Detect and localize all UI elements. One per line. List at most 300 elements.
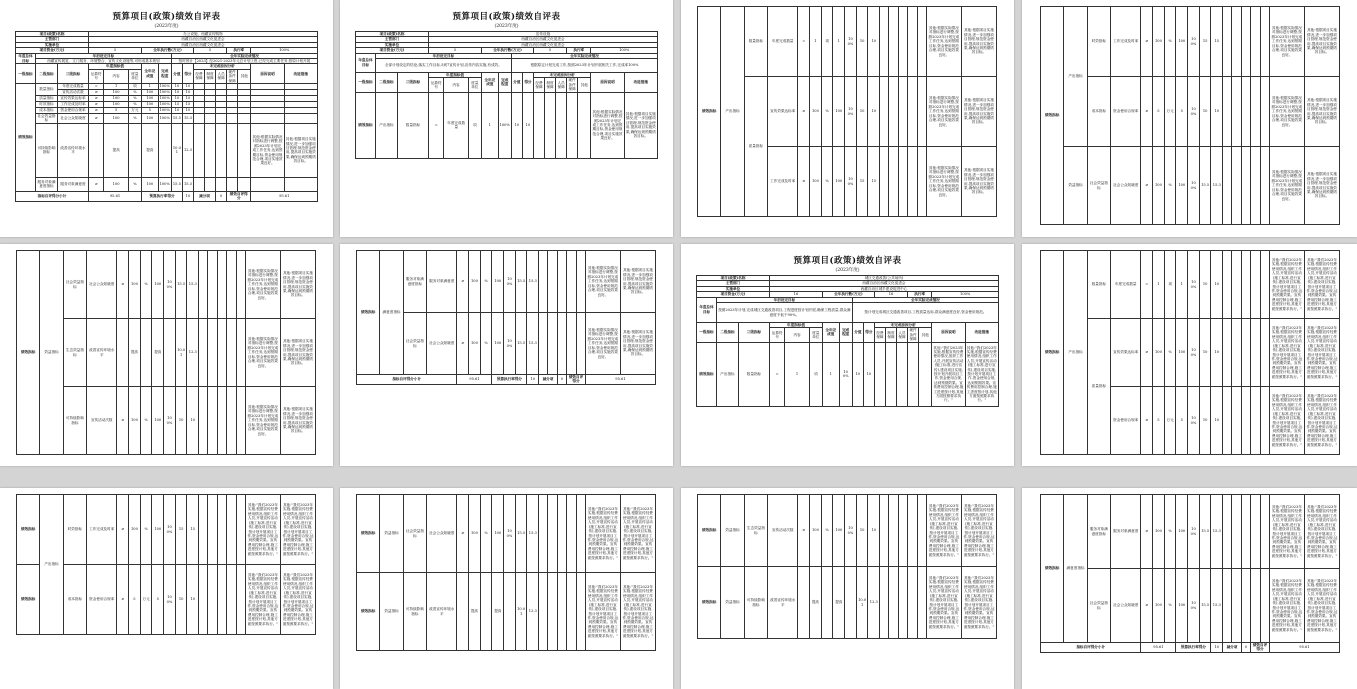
cell-sym: ≥ [1141, 387, 1153, 455]
cell-unit [480, 573, 492, 651]
cell-val: 1 [810, 7, 822, 77]
exec-rate: 100% [932, 292, 999, 297]
quality-label: 质量指标 [35, 96, 57, 102]
cell-s: 15.3 [527, 251, 539, 313]
cell-rate: 100% [845, 147, 857, 217]
cell-sym: ≥ [457, 313, 469, 375]
h-target: 年度指标值 [769, 323, 822, 328]
cell-sym: ≥ [117, 251, 129, 319]
cell-act: 100 [1176, 147, 1188, 225]
cell-act: 1 [482, 92, 499, 158]
improve-text: 其他:根据项目实施情况,进一步加强项目管理,规范资金使用,提高项目实施效果,确保达到预期绩效目标。 [280, 387, 315, 455]
cost-label: 成本指标 [63, 565, 86, 635]
evaluation-table [356, 494, 656, 651]
improve-text: 其他:"我们2023年实施,根据宣传经费使用情况,组织工作人员,开展宣传活动(施工标准,进行宣传),建设项目实施,按计划开展项目工作,资金使用合规,达到预期效果。宣传费用控制合理,施工进度按计划,其他方面按照要求执行。" [1304, 319, 1339, 387]
reason-text: 其他:"我们2023年实施,根据宣传经费使用情况,组织工作人员,开展宣传活动(施工标准,进行宣传),建设项目实施,按计划开展项目工作,资金使用合规,达到预期效果。宣传费用控制合理,施工进度按计划,其他方面按照要求执行。" [585, 495, 620, 573]
label-goal-set: 年初设定目标 [716, 297, 852, 302]
h-d5: 其他 [238, 69, 251, 83]
label-implementer: 实施单位 [356, 42, 429, 47]
page-1[interactable] [0, 0, 333, 237]
cell-act: 1 [833, 7, 845, 77]
h-level1: 一级指标 [697, 323, 717, 343]
annual: 5 [193, 48, 226, 53]
page-2[interactable] [340, 0, 673, 237]
reason-text: 其他:"我们2023年实施,根据宣传经费使用情况,组织工作人员,开展宣传活动(施工标准,进行宣传),建设项目实施,按计划开展项目工作,资金使用合规,达到预期效果。宣传费用控制合理,施工进度按计划,其他方面按照要求执行。" [926, 567, 961, 639]
h-d2: 制度保障 [545, 78, 556, 92]
cell-val: 100 [129, 495, 141, 565]
table-row-l3: 改善宣传环境水平 [427, 573, 457, 651]
perf-label-2: 绩效指标 [17, 565, 40, 635]
social-label: 社会效益指标 [1087, 147, 1110, 225]
label-implementer: 实施单位 [697, 286, 770, 291]
cell-w: 10 [175, 565, 187, 635]
cell-w: 15 [1199, 7, 1211, 77]
label-project: 项目(政策)名称 [356, 32, 429, 37]
label-funds: 项目资金(万元) [16, 48, 89, 53]
cell-act: 1 [142, 84, 159, 90]
cell-rate: 100% [159, 102, 170, 107]
page-4[interactable] [1022, 0, 1357, 237]
improve-text: 其他:"我们2023年实施,根据宣传经费使用情况,组织工作人员,开展宣传活动(施工标准,进行宣传),建设项目实施,按计划开展项目工作,资金使用合规,达到预期效果。宣传费用控制合理,施工进度按计划,其他方面按照要求执行。" [280, 495, 315, 565]
project-name: 办公设施、西藏宣传购物 [88, 32, 317, 37]
cell-act: 100 [1176, 319, 1188, 387]
satisfaction-label: 满意度指标 [1064, 495, 1087, 643]
improve-text: 其他:"我们2023年实施,根据宣传经费使用情况,组织工作人员,开展宣传活动(施工标准,进行宣传),建设项目实施,按计划开展项目工作,资金使用合规,达到预期效果。宣传费用控制合理,施工进度按计划,其他方面按照要求执行。" [961, 495, 996, 567]
cell-rate: 100% [159, 108, 170, 113]
cell-sym: = [798, 7, 810, 77]
improve-text: 其他:根据项目实施情况,进一步加强项目管理,规范资金使用,提高项目实施效果,确保达到预期绩效目标。 [1304, 147, 1339, 225]
benefit-label: 效益指标 [1064, 147, 1087, 225]
cell-val: 1 [104, 84, 128, 90]
cell-unit: % [128, 90, 141, 96]
social-label: 社会效益指标 [63, 251, 86, 319]
cell-s: 15.3 [1211, 569, 1223, 643]
deduct-label: 减分项 [539, 375, 558, 385]
cell-w: 15.5 [1199, 495, 1211, 569]
output-label: 产出指标 [375, 92, 397, 158]
table-row-l3: 社会公众知晓度 [58, 114, 89, 124]
social-label: 社会效益指标 [1087, 569, 1110, 643]
cell-unit: % [1164, 319, 1176, 387]
cell-w: 15.5 [175, 251, 187, 319]
evaluation-table [355, 31, 658, 159]
cell-s: 10 [182, 84, 193, 90]
cell-val: 100 [469, 495, 481, 573]
label-department: 主管部门 [16, 37, 89, 42]
cell-rate [158, 123, 171, 177]
improve-text: 其他:根据项目实施情况,进一步加强项目管理,规范资金使用,提高项目实施效果,确保达到预期绩效目标。 [620, 313, 655, 375]
sustain-label: 可持续影响指标 [403, 573, 426, 651]
cell-s: 15 [1211, 7, 1223, 77]
evaluation-table [1040, 6, 1340, 225]
done-text: 根据原定计划完成工作,按照2023年计划开展相关工作,完成率100% [511, 59, 657, 73]
benefit-label: 效益指标 [380, 495, 403, 573]
h-weight: 分值 [511, 73, 522, 93]
h-symbol: 运算符号 [88, 69, 103, 83]
table-row-l3: 社会公众知晓度 [427, 495, 457, 573]
cell-val: 100 [1153, 569, 1165, 643]
cell-unit: 项 [809, 342, 822, 406]
label-goal-done: 全年实际完成情况 [171, 53, 317, 58]
table-row-l3: 宣传活动次数 [768, 495, 798, 567]
cell-s: 10 [187, 565, 199, 635]
cell-act: 100 [833, 77, 845, 147]
exec-score: 10 [527, 375, 539, 385]
cell-s: 10 [182, 90, 193, 96]
cell-s: 15 [868, 147, 880, 217]
deduct-score: 0 [1241, 643, 1250, 653]
page-10[interactable] [340, 488, 673, 689]
table-row-l3: 改善宣传环境水平 [768, 567, 798, 639]
cell-w: 10.01 [515, 573, 527, 651]
table-row-l3: 服务对象满意度 [427, 251, 457, 313]
improve-text: 其他:根据项目实施情况,进一步加强项目管理,规范资金使用,提高项目实施效果,确保达到预期绩效目标。 [1304, 7, 1339, 77]
total-score: 95.61 [457, 375, 492, 385]
exec-score-label: 预算执行率得分 [1176, 643, 1211, 653]
reason-text: 其他:根据实际情况对指标进行调整,按照2023年计划完成工作任务,达到预期目标,资金使用规范合理,项目实施效果良好。 [1269, 7, 1304, 77]
h-done-rate: 完成程度 [158, 64, 171, 84]
cell-sym: ≥ [798, 147, 810, 217]
h-d1: 经费保障 [533, 78, 544, 92]
improve-text: 其他:根据项目实施情况,进一步加强项目管理,规范资金使用,提高项目实施效果,确保达到预期绩效目标。 [961, 147, 996, 217]
h-level3: 三级指标 [58, 64, 89, 84]
label-goal-done: 全年实际完成情况 [852, 297, 998, 302]
total-score: 95.61 [88, 191, 141, 201]
h-d1: 经费保障 [874, 328, 885, 342]
cell-w: 15 [175, 495, 187, 565]
goal-text: 按照2023年计划,完成城区交通改善项目,工程进度按计划开展,确保工程质量,群众满意度不低于90%。 [716, 303, 852, 323]
page-5[interactable] [0, 244, 333, 466]
social-label: 社会效益指标 [403, 313, 426, 375]
cell-s: 10 [863, 342, 874, 406]
reason-text: 其他:根据实际情况对指标进行调整,按照2023年计划完成工作任务,达到预期目标,资金使用规范合理,项目实施效果良好。 [926, 77, 961, 147]
cell-val: 100 [104, 102, 128, 108]
cell-rate: 100% [1188, 7, 1200, 77]
cell-val: 5 [104, 108, 128, 114]
evaluation-table [696, 275, 999, 407]
document-title: 预算项目(政策)绩效自评表 [793, 256, 902, 266]
document-year: (2023年度) [494, 24, 519, 29]
cell-rate: 100% [158, 177, 171, 191]
h-symbol: 运算符号 [769, 328, 784, 342]
evaluation-table [356, 250, 656, 385]
table-row-l3: 社会公众知晓度 [1111, 569, 1141, 643]
project-name: 城区交通改善(公共场所) [769, 276, 998, 281]
cell-rate: 100% [498, 92, 511, 158]
exec-score: 10 [1211, 643, 1223, 653]
cell-unit: 项 [1164, 251, 1176, 319]
cell-act: 100 [1176, 7, 1188, 77]
page-12[interactable] [1022, 488, 1357, 689]
label-goal-set: 年初设定目标 [375, 53, 511, 58]
improve-text: 其他:"我们2023年实施,根据宣传经费使用情况,组织工作人员,开展宣传活动(施工标准,进行宣传),建设项目实施,按计划开展项目工作,资金使用合规,达到预期效果。宣传费用控制合理,施工进度按计划,其他方面按照要求执行。" [1304, 495, 1339, 569]
h-deduct: 未完成原因分析 [193, 64, 250, 69]
cell-unit: % [128, 114, 141, 124]
label-rate: 执行率 [227, 48, 251, 53]
reason-text: 其他:根据实际情况对指标进行调整,按照2023年计划完成工作任务,达到预期目标,资金使用规范合理,项目实施效果良好。 [585, 251, 620, 313]
h-unit: 度量单位 [128, 69, 141, 83]
cell-rate: 100% [1188, 319, 1200, 387]
page-9[interactable] [0, 488, 333, 689]
cell-w: 10 [1199, 387, 1211, 455]
total-label: 指标自评得分小计 [357, 375, 457, 385]
cell-s: 15 [182, 102, 193, 108]
evaluation-table [1040, 494, 1340, 653]
funds: 5 [88, 48, 141, 53]
cell-unit: % [821, 77, 833, 147]
perf-label: 绩效指标 [357, 251, 380, 375]
label-project: 项目(政策)名称 [16, 32, 89, 37]
perf-label: 绩效指标 [17, 495, 40, 565]
final-score: 95.61 [1269, 643, 1339, 653]
output-label: 产出指标 [716, 342, 738, 406]
h-symbol: 运算符号 [428, 78, 443, 92]
sustain-label: 可持续影响指标 [35, 123, 57, 177]
cell-sym: ≥ [88, 177, 103, 191]
cell-w: 10 [856, 495, 868, 567]
cell-w: 10 [171, 96, 182, 102]
cell-s: 10 [187, 387, 199, 455]
cell-act: 5 [152, 565, 164, 635]
cell-val: 100 [129, 387, 141, 455]
label-project: 项目(政策)名称 [697, 276, 770, 281]
table-row-l3: 宣传效果达标率 [1111, 319, 1141, 387]
improve-text: 其他:"我们2023年实施,根据宣传经费使用情况,组织工作人员,开展宣传活动(施工标准,进行宣传),建设项目实施,按计划开展项目工作,资金使用合规,达到预期效果。宣传费用控制合理,施工进度按计划,其他方面按照要求执行。" [280, 565, 315, 635]
reason-text: 其他:"我们2023年实施,根据宣传经费使用情况,组织工作人员,开展宣传活动(施工标准,进行宣传),建设项目实施,按计划开展项目工作,资金使用合规,达到预期效果。宣传费用控制合理,施工进度按计划,其他方面按照要求执行。" [1269, 319, 1304, 387]
cell-rate: 100% [504, 251, 516, 313]
perf-label: 绩效指标 [356, 92, 376, 158]
label-goal: 年度总体目标 [697, 297, 717, 322]
cell-val: 提高 [129, 319, 141, 387]
cell-sym: ≥ [798, 495, 810, 567]
cell-act: 100 [1176, 569, 1188, 643]
cell-unit: % [1164, 569, 1176, 643]
cell-w: 10.01 [175, 319, 187, 387]
cell-val: 5 [1153, 387, 1165, 455]
annual: 5 [533, 48, 566, 53]
cell-val: 提高 [104, 123, 128, 177]
final-label: 绩效自评得分 [227, 191, 251, 201]
cell-w: 15.5 [1199, 569, 1211, 643]
time-label: 时效指标 [1087, 7, 1110, 77]
cell-unit: % [140, 387, 152, 455]
reason-text: 其他:根据实际情况对指标进行调整,按照2023年计划完成工作任务,达到预期目标,资金使用规范合理,项目实施效果良好。 [245, 319, 280, 387]
cell-w: 10 [175, 387, 187, 455]
cell-val: 100 [104, 177, 128, 191]
cell-unit: 万元 [1164, 77, 1176, 147]
cell-rate: 100% [158, 114, 171, 124]
goal-text: 全部计划设定的结论,落实工作目标,5到7宣传计划,宣传内容实施,有成效。 [375, 59, 511, 73]
document-title: 预算项目(政策)绩效自评表 [452, 12, 561, 22]
cell-w: 10 [856, 7, 868, 77]
label-department: 主管部门 [697, 281, 770, 286]
cell-sym [88, 123, 103, 177]
cell-val: 100 [1153, 147, 1165, 225]
cell-sym: ≥ [1141, 495, 1153, 569]
h-content: 内容 [785, 328, 809, 342]
cell-sym: ≥ [1141, 569, 1153, 643]
cell-act: 100 [142, 96, 159, 102]
h-level3: 三级指标 [398, 73, 429, 93]
deduct-label: 减分项 [1223, 643, 1242, 653]
funds: 5 [428, 48, 481, 53]
cell-val: 100 [1153, 495, 1165, 569]
final-label: 绩效自评得分 [567, 375, 586, 385]
table-row-l3: 改善宣传环境水平 [87, 319, 117, 387]
cell-sym: ≥ [117, 495, 129, 565]
page-7[interactable] [681, 244, 1014, 466]
cell-val: 100 [810, 495, 822, 567]
cell-s: 10 [522, 92, 533, 158]
cell-act: 5 [142, 108, 159, 114]
cell-val: 提高 [469, 573, 481, 651]
cell-rate: 100% [839, 342, 852, 406]
total-label: 指标自评得分小计 [16, 191, 89, 201]
label-annual: 全年执行数(万元) [142, 48, 194, 53]
table-row-l3: 工作完成及时率 [87, 495, 117, 565]
evaluation-table [16, 250, 316, 455]
cell-s: 10 [868, 7, 880, 77]
table-row-l3: 宣传效果达标率 [58, 96, 89, 102]
h-score: 得分 [863, 323, 874, 343]
cell-sym: ≥ [88, 96, 103, 102]
improve-text: 其他:"我们2023年实施,根据宣传经费使用情况,组织工作人员,开展宣传活动(施工标准,进行宣传),建设项目实施,按计划开展项目工作,资金使用合规,达到预期效果。宣传费用控制合理,施工进度按计划,其他方面按照要求执行。" [1304, 387, 1339, 455]
h-improve: 改进措施 [284, 64, 317, 84]
table-row-l3: 宣传效果达标率 [768, 77, 798, 147]
department: 西藏自治区西藏文化促进会 [769, 281, 998, 286]
cell-sym: = [428, 92, 443, 158]
cell-rate [845, 567, 857, 639]
cell-s: 10 [1211, 251, 1223, 319]
output-label: 产出指标 [1064, 7, 1087, 147]
cell-val: 1 [1153, 251, 1165, 319]
cell-rate: 100% [1188, 251, 1200, 319]
cell-unit: 项 [128, 84, 141, 90]
cell-unit [821, 567, 833, 639]
table-row-l3: 工作完成及时率 [1111, 7, 1141, 77]
cell-act: 100 [152, 251, 164, 319]
cell-rate: 100% [164, 565, 176, 635]
table-row-l3: 社会公众知晓度 [1111, 147, 1141, 225]
cell-unit: % [480, 495, 492, 573]
perf-label: 绩效指标 [17, 251, 40, 455]
reason-text: 其他:根据实际情况对指标进行调整,按照2023年计划完成工作任务,达到预期目标,资金使用规范合理,项目实施效果良好。 [245, 387, 280, 455]
cell-val: 100 [469, 313, 481, 375]
cell-act: 提高 [142, 123, 159, 177]
cell-sym: = [769, 342, 784, 406]
cell-act: 提高 [833, 567, 845, 639]
exec-score-label: 预算执行率得分 [492, 375, 527, 385]
page-8[interactable] [1022, 244, 1357, 466]
table-row-l3: 资金使用合规率 [87, 565, 117, 635]
label-goal-set: 年初设定目标 [35, 53, 171, 58]
h-d3: 人员保障 [556, 78, 567, 92]
perf-label: 绩效指标 [697, 342, 717, 406]
cell-sym [457, 573, 469, 651]
page-3[interactable] [681, 0, 1014, 237]
qty-label: 数量指标 [738, 342, 769, 406]
reason-text: 其他:根据实际情况对指标进行调整,按照2023年计划完成工作任务,达到预期目标,资金使用规范合理,项目实施效果良好。 [926, 7, 961, 77]
perf-label: 绩效指标 [698, 7, 721, 217]
cell-rate: 100% [159, 90, 170, 95]
cell-unit: 万元 [1164, 387, 1176, 455]
exec-rate: 100% [591, 48, 658, 53]
qty-label: 数量指标 [398, 92, 429, 158]
cell-sym: ≥ [117, 387, 129, 455]
reason-text: 其他:"我们2023年实施,根据宣传经费使用情况,组织工作人员,开展宣传活动(施工标准,进行宣传),建设项目实施,按计划开展项目工作,资金使用合规,达到预期效果。宣传费用控制合理,施工进度按计划,其他方面按照要求执行。" [1269, 387, 1304, 455]
cell-unit: % [821, 147, 833, 217]
cell-w: 10 [1199, 251, 1211, 319]
reason-text: 其他:根据实际情况对指标进行调整,按照2023年计划完成工作任务,达到预期目标,资金使用规范合理,项目实施效果良好。 [591, 92, 624, 158]
h-score: 得分 [522, 73, 533, 93]
h-level2: 二级指标 [35, 64, 57, 84]
cell-w: 10 [511, 92, 522, 158]
h-actual: 全年完成值 [482, 73, 499, 93]
cell-unit: 万元 [140, 565, 152, 635]
total-label: 指标自评得分小计 [1041, 643, 1141, 653]
cell-s: 15 [187, 495, 199, 565]
benefit-label: 效益指标 [40, 251, 63, 455]
cell-act: 100 [142, 114, 159, 124]
evaluation-table [16, 494, 316, 635]
table-row-l3: 服务对象满意度 [58, 177, 89, 191]
satisfaction-label: 满意度指标 [380, 251, 403, 375]
service-label: 服务对象满意度指标 [403, 251, 426, 313]
cell-val: 5 [129, 565, 141, 635]
cell-rate: 100% [1188, 77, 1200, 147]
cell-unit: % [1164, 495, 1176, 569]
done-text: 按时预计【2023】经2021-2023年元总计划上报,已经完成主要任务,按原计划开展 [171, 59, 317, 64]
cell-s: 15.3 [527, 495, 539, 573]
table-row-l3: 工作完成及时率 [58, 102, 89, 108]
cell-unit: % [480, 313, 492, 375]
document-year: (2023年度) [835, 268, 860, 273]
cell-sym: = [1141, 251, 1153, 319]
cell-unit: % [821, 495, 833, 567]
label-implementer: 实施单位 [16, 42, 89, 47]
h-unit: 度量单位 [468, 78, 481, 92]
cell-rate: 100% [845, 495, 857, 567]
qty-label: 数量指标 [35, 84, 57, 96]
cell-s: 12.3 [182, 123, 193, 177]
h-d4: 硬件条件保障 [909, 328, 917, 342]
perf-label: 绩效指标 [1041, 7, 1064, 225]
h-score: 得分 [182, 64, 193, 84]
cell-act: 100 [833, 147, 845, 217]
cell-s: 10 [182, 96, 193, 102]
cell-rate: 100% [1188, 147, 1200, 225]
cell-rate [164, 319, 176, 387]
page-6[interactable] [340, 244, 673, 466]
cell-sym [117, 319, 129, 387]
improve-text: 其他:根据项目实施情况,进一步加强项目管理,规范资金使用,提高项目实施效果,确保达到预期绩效目标。 [961, 7, 996, 77]
label-goal-done: 全年实际完成情况 [511, 53, 657, 58]
table-row-l3: 服务对象满意度 [1111, 495, 1141, 569]
output-label: 产出指标 [721, 7, 744, 217]
cell-unit: 项 [821, 7, 833, 77]
h-deduct: 未完成原因分析 [533, 73, 590, 78]
h-actual: 全年完成值 [142, 64, 159, 84]
page-11[interactable] [681, 488, 1014, 689]
cell-val: 100 [810, 77, 822, 147]
label-rate: 执行率 [908, 292, 932, 297]
reason-text: 其他:根据实际情况对指标进行调整,按照2023年计划完成工作任务,达到预期目标,资金使用规范合理,项目实施效果良好。 [585, 313, 620, 375]
cell-rate: 100% [159, 84, 170, 89]
label-annual: 全年执行数(万元) [822, 292, 874, 297]
h-level1: 一级指标 [356, 73, 376, 93]
h-weight: 分值 [171, 64, 182, 84]
cell-s: 15.3 [187, 251, 199, 319]
